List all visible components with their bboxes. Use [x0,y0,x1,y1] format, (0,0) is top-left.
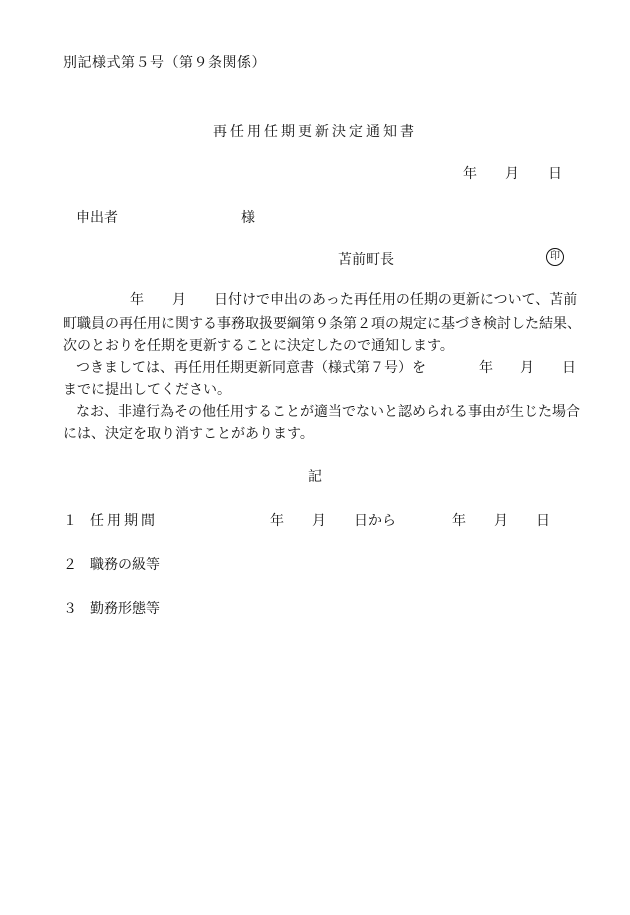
application-date-year: 年 [130,292,144,308]
notice-date-day: 日 [548,166,562,182]
deadline-year: 年 [479,360,493,376]
paragraph1-line2: 町職員の再任用に関する事務取扱要綱第９条第２項の規定に基づき検討した結果、 [63,316,581,332]
paragraph2-line2: までに提出してください。 [63,382,231,398]
term-end-year: 年 [452,513,466,529]
notice-date-year: 年 [463,166,477,182]
item-label-work-style: 勤務形態等 [90,601,160,617]
item-label-grade: 職務の級等 [90,557,160,573]
document-title: 再任用任期更新決定通知書 [213,124,417,140]
item-number: ３ [63,601,77,617]
form-number: 別記様式第５号（第９条関係） [63,55,266,71]
applicant-honorific: 様 [241,210,255,226]
notice-date-month: 月 [505,166,519,182]
item-label-term: 任用期間 [90,513,158,529]
item-number: １ [63,513,77,529]
paragraph2-line1: つきましては、再任用任期更新同意書（様式第７号）を [76,360,426,376]
deadline-day: 日 [562,360,576,376]
term-start-month: 月 [312,513,326,529]
application-date-month: 月 [172,292,186,308]
applicant-label: 申出者 [76,210,118,226]
seal-mark: 印 [546,248,564,266]
term-end-day: 日 [536,513,550,529]
ki-heading: 記 [308,469,322,485]
term-start-day: 日から [354,513,396,529]
term-start-year: 年 [270,513,284,529]
paragraph3-line2: には、決定を取り消すことがあります。 [63,426,314,442]
term-end-month: 月 [494,513,508,529]
paragraph3-line1: なお、非違行為その他任用することが適当でないと認められる事由が生じた場合 [76,404,580,420]
item-number: ２ [63,557,77,573]
paragraph1-line1: 日付けで申出のあった再任用の任期の更新について、苫前 [214,292,578,308]
deadline-month: 月 [520,360,534,376]
paragraph1-line3: 次のとおりを任期を更新することに決定したので通知します。 [63,338,454,354]
issuer-title: 苫前町長 [338,252,394,268]
